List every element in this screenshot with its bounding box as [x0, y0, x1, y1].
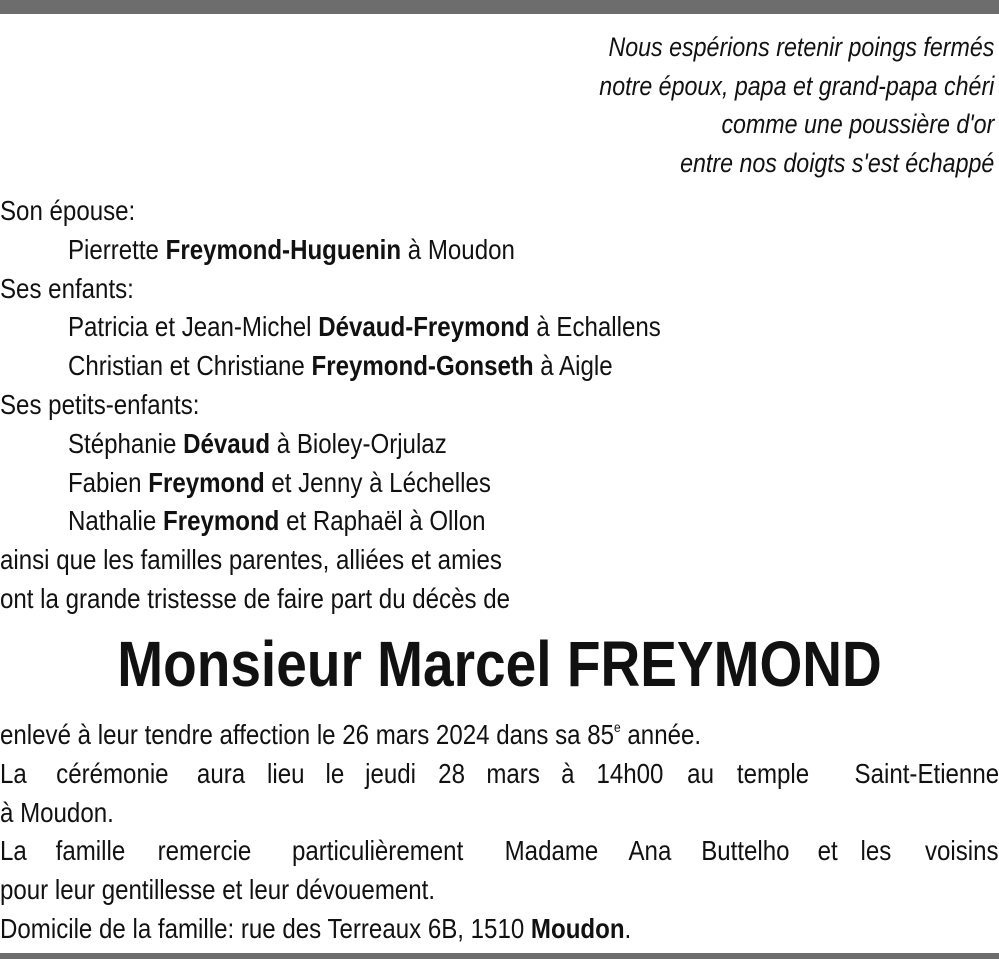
- grandchild-entry: [0, 425, 998, 464]
- ordinal-suffix: e: [614, 719, 621, 735]
- surname: Dévaud-Freymond: [318, 311, 530, 343]
- place: et Jenny à Léchelles: [271, 466, 491, 498]
- bottom-rule: [0, 953, 999, 959]
- affection-text-end: année.: [620, 719, 702, 750]
- place: à Moudon: [407, 233, 515, 265]
- surname: Freymond-Gonseth: [311, 350, 534, 382]
- word: 28: [437, 757, 465, 789]
- address-text: Domicile de la famille: rue des Terreaux 6B, 1510: [0, 912, 525, 944]
- surname: Freymond: [162, 505, 280, 537]
- place: à Bioley-Orjulaz: [276, 427, 447, 459]
- word: Ana: [628, 835, 672, 867]
- word: et: [817, 835, 838, 867]
- announcement-details: [0, 708, 999, 949]
- children-label: Ses enfants:: [0, 272, 134, 304]
- word: jeudi: [365, 757, 416, 789]
- ceremony-line-end: à Moudon.: [0, 796, 114, 828]
- place: et Raphaël à Ollon: [286, 505, 486, 537]
- word: à: [561, 757, 575, 789]
- word: mars: [486, 757, 541, 789]
- top-rule: [0, 0, 999, 14]
- word: famille: [55, 835, 126, 867]
- poem-line: Nous espérions retenir poings fermés: [608, 32, 994, 62]
- poem-line: comme une poussière d'or: [721, 109, 994, 139]
- word: les: [860, 835, 892, 867]
- spouse-entry: [0, 231, 998, 270]
- word: lieu: [267, 757, 306, 789]
- word: aura: [196, 757, 246, 789]
- affection-text: enlevé à leur tendre affection le 26 mars 2024 dans sa 85: [0, 719, 615, 750]
- word: Madame: [504, 835, 599, 867]
- poem-line: notre époux, papa et grand-papa chéri: [598, 70, 994, 101]
- word: 14h00: [596, 757, 664, 789]
- child-entry: [0, 347, 998, 386]
- spouse-label: Son épouse:: [0, 195, 136, 226]
- grandchildren-label: Ses petits-enfants:: [0, 388, 200, 420]
- closing-line: ainsi que les familles parentes, alliées et amies: [0, 544, 502, 576]
- deceased-name-text: Monsieur Marcel FREYMOND: [117, 628, 882, 700]
- first-name: Christian et Christiane: [67, 350, 305, 382]
- first-name: Stéphanie: [67, 427, 177, 459]
- surname: Dévaud: [183, 427, 271, 459]
- poem: [599, 28, 994, 182]
- grandchild-entry: [0, 502, 998, 541]
- word: au: [686, 757, 714, 789]
- address-town: Moudon: [530, 912, 625, 944]
- word: le: [325, 757, 344, 789]
- surname: Freymond-Huguenin: [165, 233, 402, 265]
- address-line: [0, 910, 859, 949]
- word: cérémonie: [55, 757, 169, 789]
- place: à Echallens: [536, 311, 661, 343]
- family-list: [0, 192, 998, 619]
- place: à Aigle: [540, 350, 613, 382]
- first-name: Patricia et Jean-Michel: [67, 311, 312, 343]
- word: particulièrement: [292, 835, 464, 867]
- first-name: Pierrette: [67, 233, 159, 265]
- word: La: [0, 757, 27, 789]
- child-entry: [0, 308, 998, 347]
- deceased-name: [0, 628, 999, 700]
- word: Saint-Etienne: [854, 757, 999, 789]
- word: remercie: [158, 835, 252, 867]
- address-end: .: [624, 912, 632, 944]
- ceremony-line: [0, 755, 999, 794]
- first-name: Fabien: [67, 466, 142, 498]
- word: Buttelho: [701, 835, 790, 867]
- surname: Freymond: [148, 466, 265, 498]
- first-name: Nathalie: [67, 505, 157, 537]
- affection-line: [0, 708, 859, 755]
- closing-line: ont la grande tristesse de faire part du décès de: [0, 582, 511, 614]
- grandchild-entry: [0, 464, 998, 503]
- thanks-line: [0, 832, 999, 871]
- word: voisins: [925, 835, 999, 867]
- thanks-line-end: pour leur gentillesse et leur dévouement.: [0, 874, 436, 906]
- poem-line: entre nos doigts s'est échappé: [679, 147, 994, 178]
- word: La: [0, 835, 27, 867]
- word: temple: [737, 757, 810, 789]
